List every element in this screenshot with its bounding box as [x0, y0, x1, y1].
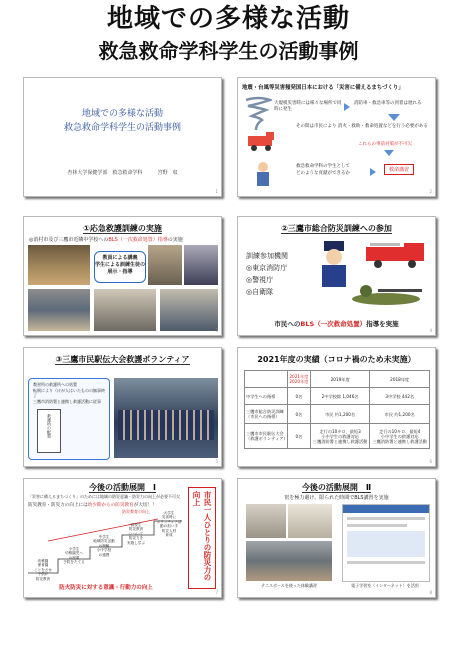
slide7-title: 今後の活動展開 Ⅰ — [89, 483, 156, 492]
students-practice-photo — [246, 541, 332, 581]
step-high-school: 高校生 防災教育 について 防災力を 実施し学ぶ — [127, 523, 145, 545]
slide2-tag: 救命講習 — [384, 164, 414, 175]
slide7-side-box — [188, 487, 216, 589]
results-header-2018: 2018年度 — [370, 371, 430, 388]
slide2-text4: これらの事前対策が不可欠 — [358, 142, 412, 147]
slide1-author — [24, 169, 221, 176]
table-cell: 走行の10キロ、最短4 小中学生の救護対応 三鷹消防署と連携し救護活動 — [370, 424, 430, 449]
arrow-right-icon-2 — [370, 168, 376, 176]
table-cell: 0名 — [288, 388, 311, 405]
table-cell: 走行の10キロ、最短3 小中学生の救護対応 三鷹消防署と連携し救護活動 — [310, 424, 370, 449]
slide4-item-fire-dept: ◎東京消防庁 — [246, 264, 288, 272]
slide-4-drill: ②三鷹市総合防災訓練への参加 訓練参加機関 ◎東京消防庁 ◎警視庁 ◎自衛隊 市民へのBLS（一次救命処置）指導を実施 4 — [237, 216, 436, 336]
slide7-note2-end: が大切！！ — [133, 503, 157, 508]
e-learning-line — [347, 561, 425, 564]
step-elementary: 小学生 幼稚園児へ の授業 予防をたてる — [63, 547, 85, 565]
table-cell: 市民 約1,200名 — [310, 405, 370, 424]
fire-engine-illustration — [364, 239, 430, 269]
slide8-sub: 密を極力避け、限られた時間でBLS講習を実施 — [284, 495, 389, 501]
slide-6-results: 2021年度の実績（コロナ禍のため未実施） 2021年度 2020年度 2019年度 2018年度 中学生への指導 0名 2中学校除 1,046名 3中学校 442名 三鷹市総合防災訓練 （市民への指導） 0名 市民 約1,200名 市民 約1,200名 三鷹市市民駅伝大会 （救護ボランティア） 0名 走行の10キロ、最短3 小中学生の救護対応 三鷹消防署と連携し救護活動 走行の10キロ、最短4 小中学生の救護対応 三鷹消防署と連携し救護活動 6 — [237, 347, 436, 467]
slide8-title: 今後の活動展開 Ⅱ — [301, 483, 372, 492]
slide5-title: ③三鷹市民駅伝大会救護ボランティア — [55, 355, 190, 364]
page-title: 地域での多様な活動 — [106, 4, 350, 34]
slide5-box-text: 教習所の救護所への処置 転倒により（けが人はいたものの無事終了 三鷹市消防署と連携し救護活動に従事 — [33, 382, 105, 404]
soldier-illustration — [348, 279, 426, 309]
tornado-illustration — [244, 96, 272, 132]
slide2-text3: その間は市民により 消火・救助・救命処置などを行う必要がある — [296, 124, 428, 129]
slide4-item-sdf: ◎自衛隊 — [246, 288, 274, 296]
slide-1-title: 地域での多様な活動 救急救命学科学生の活動事例 杏林大学保健学部 救急救命学科 宮野 収 1 — [23, 77, 222, 197]
e-learning-content — [347, 531, 425, 557]
student-demo-photo-4 — [160, 289, 218, 331]
results-header-row — [245, 371, 430, 388]
table-cell: 0名 — [288, 405, 311, 424]
results-header-2019: 2019年度 — [310, 371, 370, 388]
slide7-note2 — [28, 502, 184, 508]
gym-training-photo — [28, 245, 90, 285]
slide-2-disaster: 地震・台風等災害頻発国日本における「災害に備えるまちづくり」 大規模災害時には様々な場所で同時に発生 消防車・救急車等の到着は遅れる その間は市民により 消火・救助・救命処置などを行う必要がある これらの事前対策が不可欠 救急救命学科の学生として どのような貢献ができるか 救命講習 2 — [237, 77, 436, 197]
slide3-bullet — [29, 236, 183, 243]
slide5-inner-box — [37, 409, 61, 453]
slide-5-volunteer: ③三鷹市民駅伝大会救護ボランティア 教習所の救護所への処置 転倒により（けが人はいたものの無事終了 三鷹市消防署と連携し救護活動に従事 救護所の配置 5 — [23, 347, 222, 467]
slide3-bullet-suffix: の実施 — [167, 237, 183, 243]
person-illustration — [250, 160, 276, 190]
student-demo-photo-2 — [184, 245, 218, 285]
slide4-item-police: ◎警視庁 — [246, 276, 274, 284]
table-row — [245, 405, 430, 424]
table-cell: 三鷹市総合防災訓練 （市民への指導） — [245, 405, 288, 424]
results-header-2021: 2021年度 2020年度 — [288, 371, 311, 388]
tennis-ball-photo-2 — [288, 504, 332, 538]
slide2-text2: 消防車・救急車等の到着は遅れる — [354, 101, 422, 106]
table-cell: 市民 約1,200名 — [370, 405, 430, 424]
slide1-author-name: 宮野 収 — [157, 170, 178, 176]
slide1-title-line2: 救急救命学科学生の活動事例 — [63, 123, 181, 133]
slide3-bullet-prefix: ◎消村市及び三鷹市近隣中学校への — [29, 237, 109, 243]
arrow-right-icon — [344, 103, 350, 111]
slide4-footer — [238, 319, 435, 328]
results-table — [244, 370, 430, 449]
step-junior-high: 中学生 地域防災活動 の理解 小中学校 の連携 — [93, 535, 115, 557]
e-learning-line — [347, 517, 425, 520]
slide7-side-text: 市民一人ひとりの防災力の向上 — [192, 491, 212, 581]
slide2-heading: 地震・台風等災害頻発国日本における「災害に備えるまちづくり」 — [242, 85, 404, 91]
slide-8-future-2: 今後の活動展開 Ⅱ 密を極力避け、限られた時間でBLS講習を実施 テニスボールを使った体験講習 電子学習室（インターネット）を活用 8 — [237, 478, 436, 598]
slide3-callout: 教員による講義 学生による訓練生徒の 展示・指導 — [94, 251, 146, 283]
slide8-caption2: 電子学習室（インターネット）を活用 — [351, 583, 419, 588]
table-row — [245, 388, 430, 405]
e-learning-screenshot — [342, 504, 430, 582]
slide2-text6: どのような貢献ができるか — [296, 171, 350, 176]
arrow-down-icon-2 — [384, 150, 394, 156]
slide-3-training: ①応急救護訓練の実施 ◎消村市及び三鷹市近隣中学校へのBLS（一次救命処置）指導の実施 教員による講義 学生による訓練生徒の 展示・指導 3 — [23, 216, 222, 336]
slide6-title: 2021年度の実績（コロナ禍のため未実施） — [257, 355, 416, 364]
arrow-down-icon — [388, 114, 400, 121]
e-learning-line — [347, 524, 407, 527]
student-demo-photo-1 — [148, 245, 182, 285]
step-kindergarten: 幼稚園 保育園 ことをさせ 子供が 防災教育 — [34, 559, 52, 581]
slide7-note1: 「災害に備えるまちづくり」のためには地域の防災意識・防災力の向上が必要不可欠 — [28, 494, 180, 499]
slide1-author-org: 杏林大学保健学部 救急救命学科 — [67, 170, 143, 176]
slide4-footer-prefix: 市民への — [274, 320, 301, 328]
slide1-title-line1: 地域での多様な活動 — [81, 109, 163, 119]
slide4-footer-red: BLS（一次救命処置） — [300, 320, 367, 328]
results-header-empty — [245, 371, 288, 388]
table-cell: 2中学校除 1,046名 — [310, 388, 370, 405]
e-learning-header-bar — [343, 505, 429, 513]
slide3-title: ①応急救護訓練の実施 — [83, 224, 162, 233]
slide8-caption1: テニスボールを使った体験講習 — [261, 583, 317, 588]
classroom-training-photo — [28, 289, 90, 331]
slide3-bullet-red: BLS（一次救命処置）指導 — [108, 237, 168, 243]
table-cell: 三鷹市市民駅伝大会 （救護ボランティア） — [245, 424, 288, 449]
page-header — [0, 4, 457, 64]
table-cell: 中学生への指導 — [245, 388, 288, 405]
page-subtitle: 救急救命学科学生の活動事例 — [98, 39, 359, 63]
slide4-footer-suffix: 指導を実施 — [366, 320, 399, 328]
slide7-note2-red: 幼少期からの防災教育 — [87, 503, 134, 508]
slide4-title: ②三鷹市総合防災訓練への参加 — [281, 224, 392, 233]
slide7-arrow-label: 防災教育の向上 — [122, 509, 150, 514]
table-row — [245, 424, 430, 449]
table-cell: 0名 — [288, 424, 311, 449]
slide2-text1: 大規模災害時には様々な場所で同時に発生 — [274, 101, 342, 112]
group-people — [118, 410, 214, 440]
student-demo-photo-3 — [94, 289, 156, 331]
tennis-ball-photo-1 — [246, 504, 286, 538]
slide7-note2-text: 防災教育・防災力の向上には — [28, 503, 88, 508]
fire-truck-illustration — [246, 130, 278, 152]
slide-7-future-1: 今後の活動展開 Ⅰ 「災害に備えるまちづくり」のためには地域の防災意識・防災力の向上が必要不可欠 防災教育・防災力の向上には幼少期からの防災教育が大切！！ 防災教育の向上 幼稚園 保育園 ことをさせ 子供が 防災教育 小学生 幼稚園児へ の授業 予防をたてる 中学生 地域防災活動 の理解 小中学校 の連携 高校生 防災教育 について 防災力を 実施し学ぶ 大学生 災害時に ボランティア活 動の担い手 防災人材 育成 防火防災に対する意識・行動力の向上 市民一人ひとりの防災力の向上 7 — [23, 478, 222, 598]
slide7-bottom-banner: 防火防災に対する意識・行動力の向上 — [59, 585, 153, 591]
slide2-text5: 救急救命学科の学生として — [296, 164, 350, 169]
slide5-inner-label: 救護所の配置 — [47, 414, 52, 438]
slide4-list-head: 訓練参加機関 — [246, 252, 288, 260]
table-cell: 3中学校 442名 — [370, 388, 430, 405]
slide5-diagram-box — [28, 378, 110, 460]
step-university: 大学生 災害時に ボランティア活 動の担い手 防災人材 育成 — [156, 511, 182, 538]
